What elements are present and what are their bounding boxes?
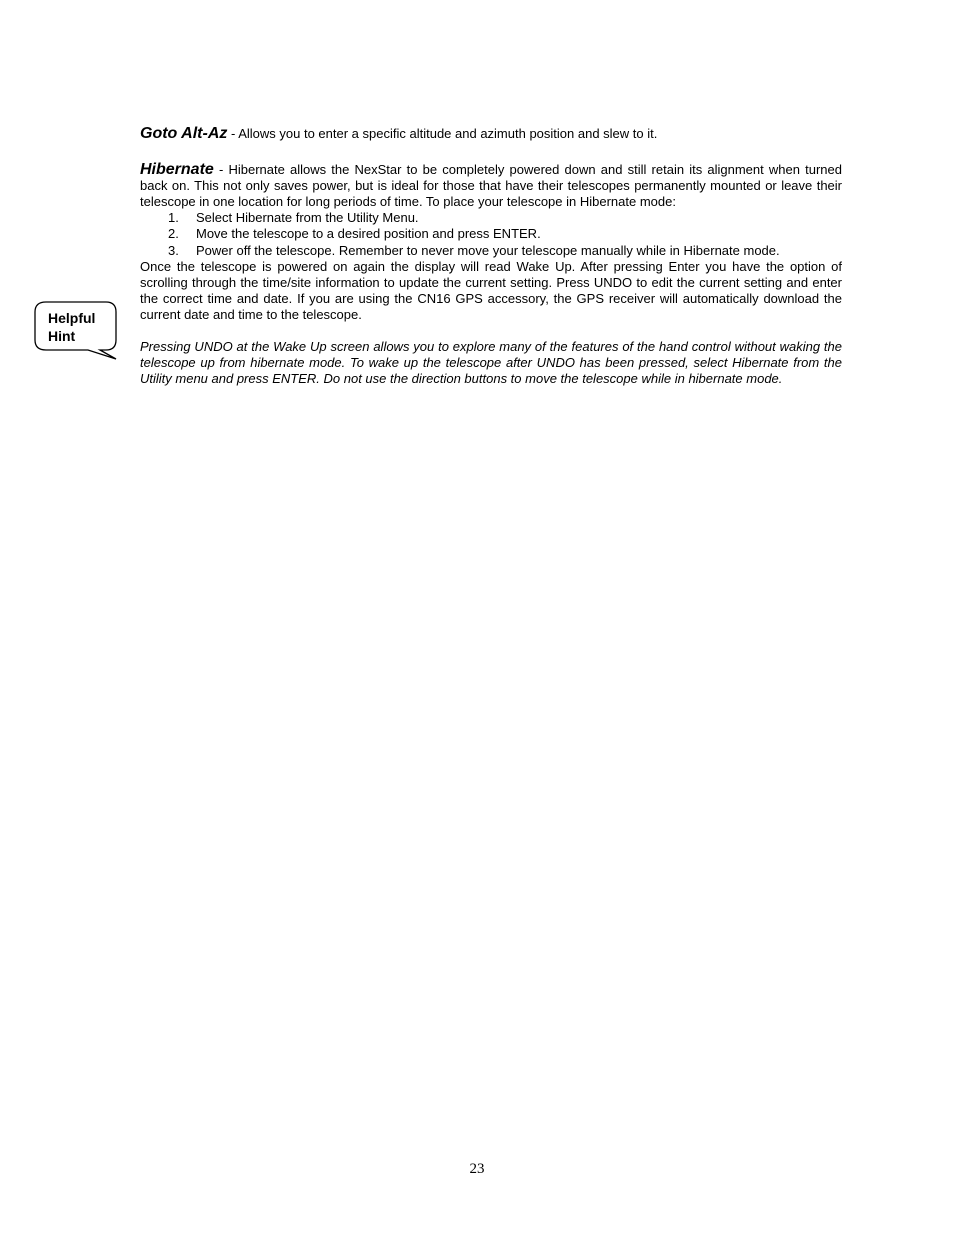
hint-line-1: Helpful (48, 310, 96, 326)
hibernate-hint-note: Pressing UNDO at the Wake Up screen allows you to explore many of the features of the hand control without waking the telescope up from hibernate mode. To wake up the telescope after UNDO has been pressed, select Hibernate from the Utility menu and press ENTER. Do not use the direction buttons to move the telescope while in hibernate mode. (140, 339, 842, 387)
hint-line-2: Hint (48, 328, 76, 344)
hibernate-title: Hibernate (140, 161, 214, 179)
hint-label (48, 309, 95, 345)
hibernate-intro (140, 162, 842, 210)
goto-separator: - (227, 126, 239, 141)
list-item (140, 210, 842, 226)
goto-alt-az-title: Goto Alt-Az (140, 125, 228, 142)
page-number: 23 (469, 1161, 485, 1177)
step-number: 2. (168, 226, 179, 242)
hibernate-separator: - (213, 162, 229, 178)
step-text: Move the telescope to a desired position and press ENTER. (196, 226, 541, 242)
step-text: Select Hibernate from the Utility Menu. (196, 210, 419, 226)
helpful-hint-callout (34, 301, 118, 361)
goto-alt-az-section (140, 126, 842, 142)
hibernate-intro-text: Hibernate allows the NexStar to be completely powered down and still retain its alignment when turned back on. This not only saves power, but is ideal for those that have their telescopes permanently mounted or leave their telescope in one location for long periods of time. To place your telescope in Hibernate mode: (140, 162, 842, 210)
list-item (140, 226, 842, 242)
goto-alt-az-text: Allows you to enter a specific altitude and azimuth position and slew to it. (238, 126, 658, 141)
step-text: Power off the telescope. Remember to never move your telescope manually while in Hibernate mode. (196, 242, 780, 258)
step-number: 3. (168, 242, 179, 258)
hibernate-after-text: Once the telescope is powered on again the display will read Wake Up. After pressing Enter you have the option of scrolling through the time/site information to update the current setting. Press UNDO to edit the current setting and enter the correct time and date. If you are using the CN16 GPS accessory, the GPS receiver will automatically download the current date and time to the telescope. (140, 258, 842, 322)
main-content (140, 126, 842, 387)
hibernate-steps (140, 210, 842, 258)
list-item (140, 243, 842, 259)
step-number: 1. (168, 210, 179, 226)
